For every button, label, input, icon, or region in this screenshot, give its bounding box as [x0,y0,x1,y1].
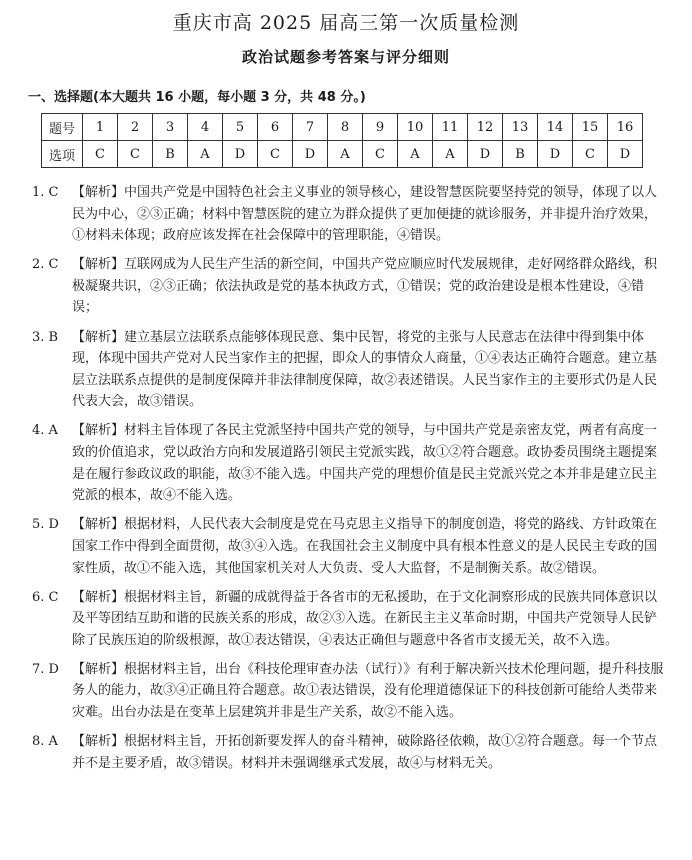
table-cell: 8 [328,114,363,141]
table-cell: 2 [118,114,153,141]
table-cell: C [118,141,153,168]
table-cell: 9 [363,114,398,141]
table-cell: D [538,141,573,168]
table-cell: A [433,141,468,168]
table-cell: 6 [258,114,293,141]
item-text: 【解析】建立基层立法联系点能够体现民意、集中民智，将党的主张与人民意志在法律中得到集中体现，体现中国共产党对人民当家作主的把握，即众人的事情众人商量，①④表达正确符合题意。建立基层立法联系点提供的是制度保障并非法律制度保障，故②表述错误。人民当家作主的主要形式仍是人民代表大会，故③错误。 [72,329,658,410]
table-cell: A [328,141,363,168]
table-cell: 10 [398,114,433,141]
table-cell: C [363,141,398,168]
explanation-item [32,182,668,247]
page-subtitle: 政治试题参考答案与评分细则 [241,48,450,66]
item-text: 【解析】根据材料主旨，新疆的成就得益于各省市的无私援助，在于文化洞察形成的民族共同体意识以及平等团结互助和谐的民族关系的形成，故②③入选。在新民主主义革命时期，中国共产党领导人民铲除了民族压迫的阶级根源，故①表达错误，④表达正确但与题意中各省市支援无关，故不入选。 [72,589,658,648]
row-label: 选项 [42,141,83,168]
explanation-item [32,731,668,774]
table-row-options [42,141,643,168]
table-cell: D [223,141,258,168]
row-label: 题号 [42,114,83,141]
table-cell: D [608,141,643,168]
item-number: 4. A [32,423,58,439]
table-cell: C [258,141,293,168]
item-number: 7. D [32,661,59,677]
table-cell: A [188,141,223,168]
table-cell: D [468,141,503,168]
item-number: 2. C [32,257,59,273]
table-cell: 11 [433,114,468,141]
table-cell: 14 [538,114,573,141]
item-text: 【解析】互联网成为人民生产生活的新空间，中国共产党应顺应时代发展规律，走好网络群众路线，积极凝聚共识，②③正确；依法执政是党的基本执政方式，①错误；党的政治建设是根本性建设，④错误； [72,257,658,316]
table-row-numbers [42,114,643,141]
table-cell: 4 [188,114,223,141]
table-cell: C [83,141,118,168]
page-title: 重庆市高 2025 届高三第一次质量检测 [172,12,520,34]
explanation-list [32,182,668,782]
item-number: 6. C [32,589,59,605]
table-cell: C [573,141,608,168]
item-text: 【解析】根据材料主旨，开拓创新要发挥人的奋斗精神，破除路径依赖，故①②符合题意。每一个节点并不是主要矛盾，故③错误。材料并未强调继承式发展，故④与材料无关。 [72,734,658,771]
table-cell: B [503,141,538,168]
table-cell: 15 [573,114,608,141]
explanation-item [32,659,668,724]
table-cell: 13 [503,114,538,141]
table-cell: 1 [83,114,118,141]
table-cell: 3 [153,114,188,141]
explanation-item [32,587,668,652]
explanation-item [32,327,668,413]
table-cell: A [398,141,433,168]
section-heading: 一、选择题(本大题共 16 小题，每小题 3 分，共 48 分。) [28,90,366,105]
table-cell: B [153,141,188,168]
table-cell: 12 [468,114,503,141]
item-text: 【解析】根据材料主旨，出台《科技伦理审查办法（试行）》有利于解决新兴技术伦理问题，提升科技服务人的能力，故③④正确且符合题意。故①表达错误，没有伦理道德保证下的科技创新可能给人类带来灾难。出台办法是在变革上层建筑并非是生产关系，故②不能入选。 [72,661,664,721]
item-number: 3. B [32,329,59,345]
table-cell: D [293,141,328,168]
table-cell: 16 [608,114,643,141]
explanation-item [32,254,668,319]
item-number: 1. C [32,185,59,200]
item-text: 【解析】中国共产党是中国特色社会主义事业的领导核心，建设智慧医院要坚持党的领导，体现了以人民为中心，②③正确；材料中智慧医院的建立为群众提供了更加便捷的就诊服务，并非提升治疗效果，①材料未体现；政府应该发挥在社会保障中的管理职能，④错误。 [72,185,658,244]
item-text: 【解析】材料主旨体现了各民主党派坚持中国共产党的领导，与中国共产党是亲密友党，两者有高度一致的价值追求，党以政治方向和发展道路引领民主党派实践，故①②符合题意。政协委员围绕主题提案是在履行参政议政的职能，故③不能入选。中国共产党的理想价值是民主党派兴党之本并非是建立民主党派的根本，故④不能入选。 [72,423,658,504]
item-number: 5. D [32,517,59,533]
table-cell: 7 [293,114,328,141]
explanation-item [32,420,668,506]
item-number: 8. A [32,734,58,750]
explanation-item [32,514,668,579]
answer-table [41,113,643,168]
table-cell: 5 [223,114,258,141]
item-text: 【解析】根据材料，人民代表大会制度是党在马克思主义指导下的制度创造，将党的路线、方针政策在国家工作中得到全面贯彻，故③④入选。在我国社会主义制度中具有根本性意义的是人民民主专政的国家性质，故①不能入选，其他国家机关对人大负责、受人大监督，不是制衡关系。故②错误。 [72,517,658,576]
